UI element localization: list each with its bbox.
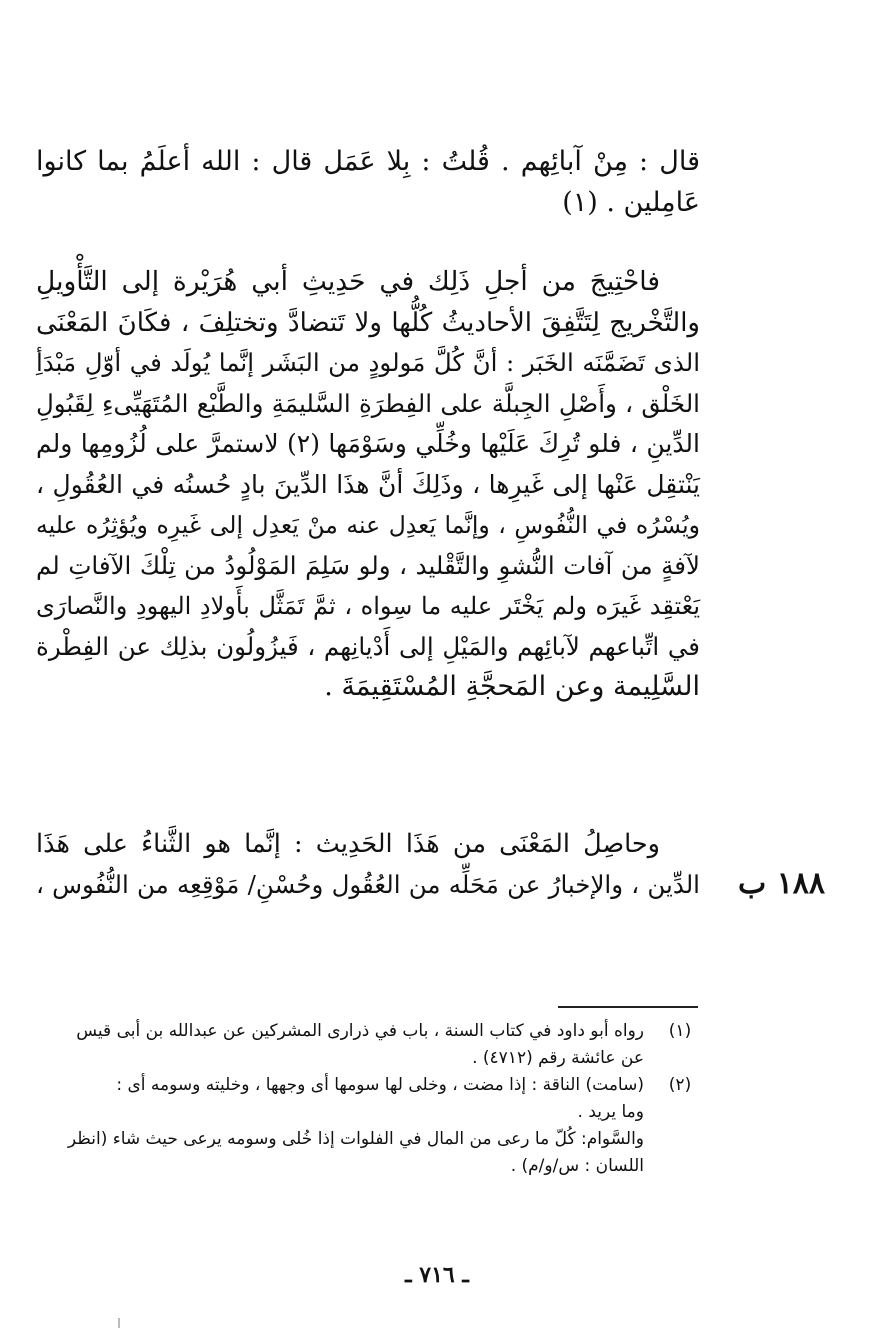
text-line: والتَّخْريج لِتَتَّفِقَ الأحاديثُ كُلُّها ولا تَتضادَّ وتختلِفَ ، فكَانَ المَعْنَى	[36, 307, 700, 338]
text-line: السَّلِيمة وعن المَحجَّةِ المُسْتَقِيمَةَ .	[324, 671, 700, 702]
paragraph-3	[36, 824, 700, 905]
text-line: ويُسْرُه في النُّفُوسِ ، وإنَّما يَعدِل عنه منْ يَعدِل إلى غَيرِه ويُؤثِرُه عليه	[36, 511, 700, 539]
text-line: لآفةٍ من آفات النُّشوِ والتَّقْليد ، ولو سَلِمَ المَوْلُودُ من تِلْكَ الآفاتِ لم	[36, 550, 700, 580]
scan-mark	[118, 1318, 120, 1328]
text-line: الخَلْق ، وأَصْلِ الجِبلَّة على الفِطرَةِ السَّليمَةِ والطَّبْع المُتَهَيِّىءِ لِقَبُولِ	[36, 388, 700, 418]
text-line: فاحْتِيجَ من أجلِ ذَلِك في حَدِيثِ أبي هُرَيْرة إلى التَّأْويلِ	[36, 266, 660, 297]
footnote-separator	[558, 1006, 698, 1008]
text-line: الدِّين ، والإخبارُ عن مَحَلِّه من العُقُول وحُسْنِ/ مَوْقِعِه من النُّفُوس ،	[36, 869, 700, 899]
footnote-2-continued	[36, 1126, 700, 1180]
footnote-number: (٢)	[668, 1075, 692, 1095]
footnote-line: اللسان : س/و/م) .	[510, 1156, 644, 1176]
text-line: الدِّينِ ، فلو تُرِكَ عَلَيْها وخُلِّي وسَوْمَها (٢) لاستمرَّ على لُزُومِها ولم	[36, 429, 700, 458]
footnote-number: (١)	[668, 1021, 692, 1041]
footnote-2	[36, 1072, 700, 1126]
paragraph-1	[36, 142, 700, 223]
paragraph-2	[36, 262, 700, 708]
text-line: عَامِلين . (١)	[562, 186, 700, 218]
text-line: يَنْتقِل عَنْها إلى غَيرِها ، وذَلِكَ أنَّ هذَا الدِّينَ بادٍ حُسنُه في العُقُولِ ،	[36, 469, 700, 499]
footnote-1	[36, 1018, 700, 1072]
text-line: الذى تَضَمَّنَه الخَبَر : أنَّ كُلَّ مَولودٍ من البَشَر إنَّما يُولَد في أوّلِ مَبْدَأِ	[36, 348, 700, 377]
footnote-line: والسَّوام: كُلّ ما رعى من المال في الفلوات إذا خُلى وسومه يرعى حيث شاء (انظر	[67, 1129, 644, 1149]
footnote-line: (سامت) الناقة : إذا مضت ، وخلى لها سومها أى وجهها ، وخليته وسومه أى :	[116, 1075, 644, 1095]
page-number: ـ ٧١٦ ـ	[405, 1262, 469, 1288]
text-line: يَعْتقِد غَيرَه ولم يَخْتَر عليه ما سِواه ، ثمَّ تَمَثَّل بأَولادِ اليهودِ والنَّصارَى	[36, 592, 700, 620]
text-line: قال : مِنْ آبائِهم . قُلتُ : بِلا عَمَل قال : الله أعلَمُ بما كانوا	[36, 146, 700, 177]
text-line: وحاصِلُ المَعْنَى من هَذَا الحَدِيث : إنَّما هو الثَّناءُ على هَذَا	[36, 829, 660, 859]
manuscript-folio-marker: ١٨٨ ب	[738, 866, 826, 901]
text-line: في اتِّباعهم لآبائِهم والمَيْلِ إلى أَدْيانِهم ، فَيزُولُون بذلِك عن الفِطْرة	[36, 631, 700, 661]
footnote-line: وما يريد .	[577, 1102, 644, 1122]
footnote-line: رواه أبو داود في كتاب السنة ، باب في ذرارى المشركين عن عبدالله بن أبى قيس	[76, 1021, 644, 1041]
footnotes	[36, 1018, 700, 1180]
footnote-line: عن عائشة رقم (٤٧١٢) .	[472, 1048, 644, 1068]
